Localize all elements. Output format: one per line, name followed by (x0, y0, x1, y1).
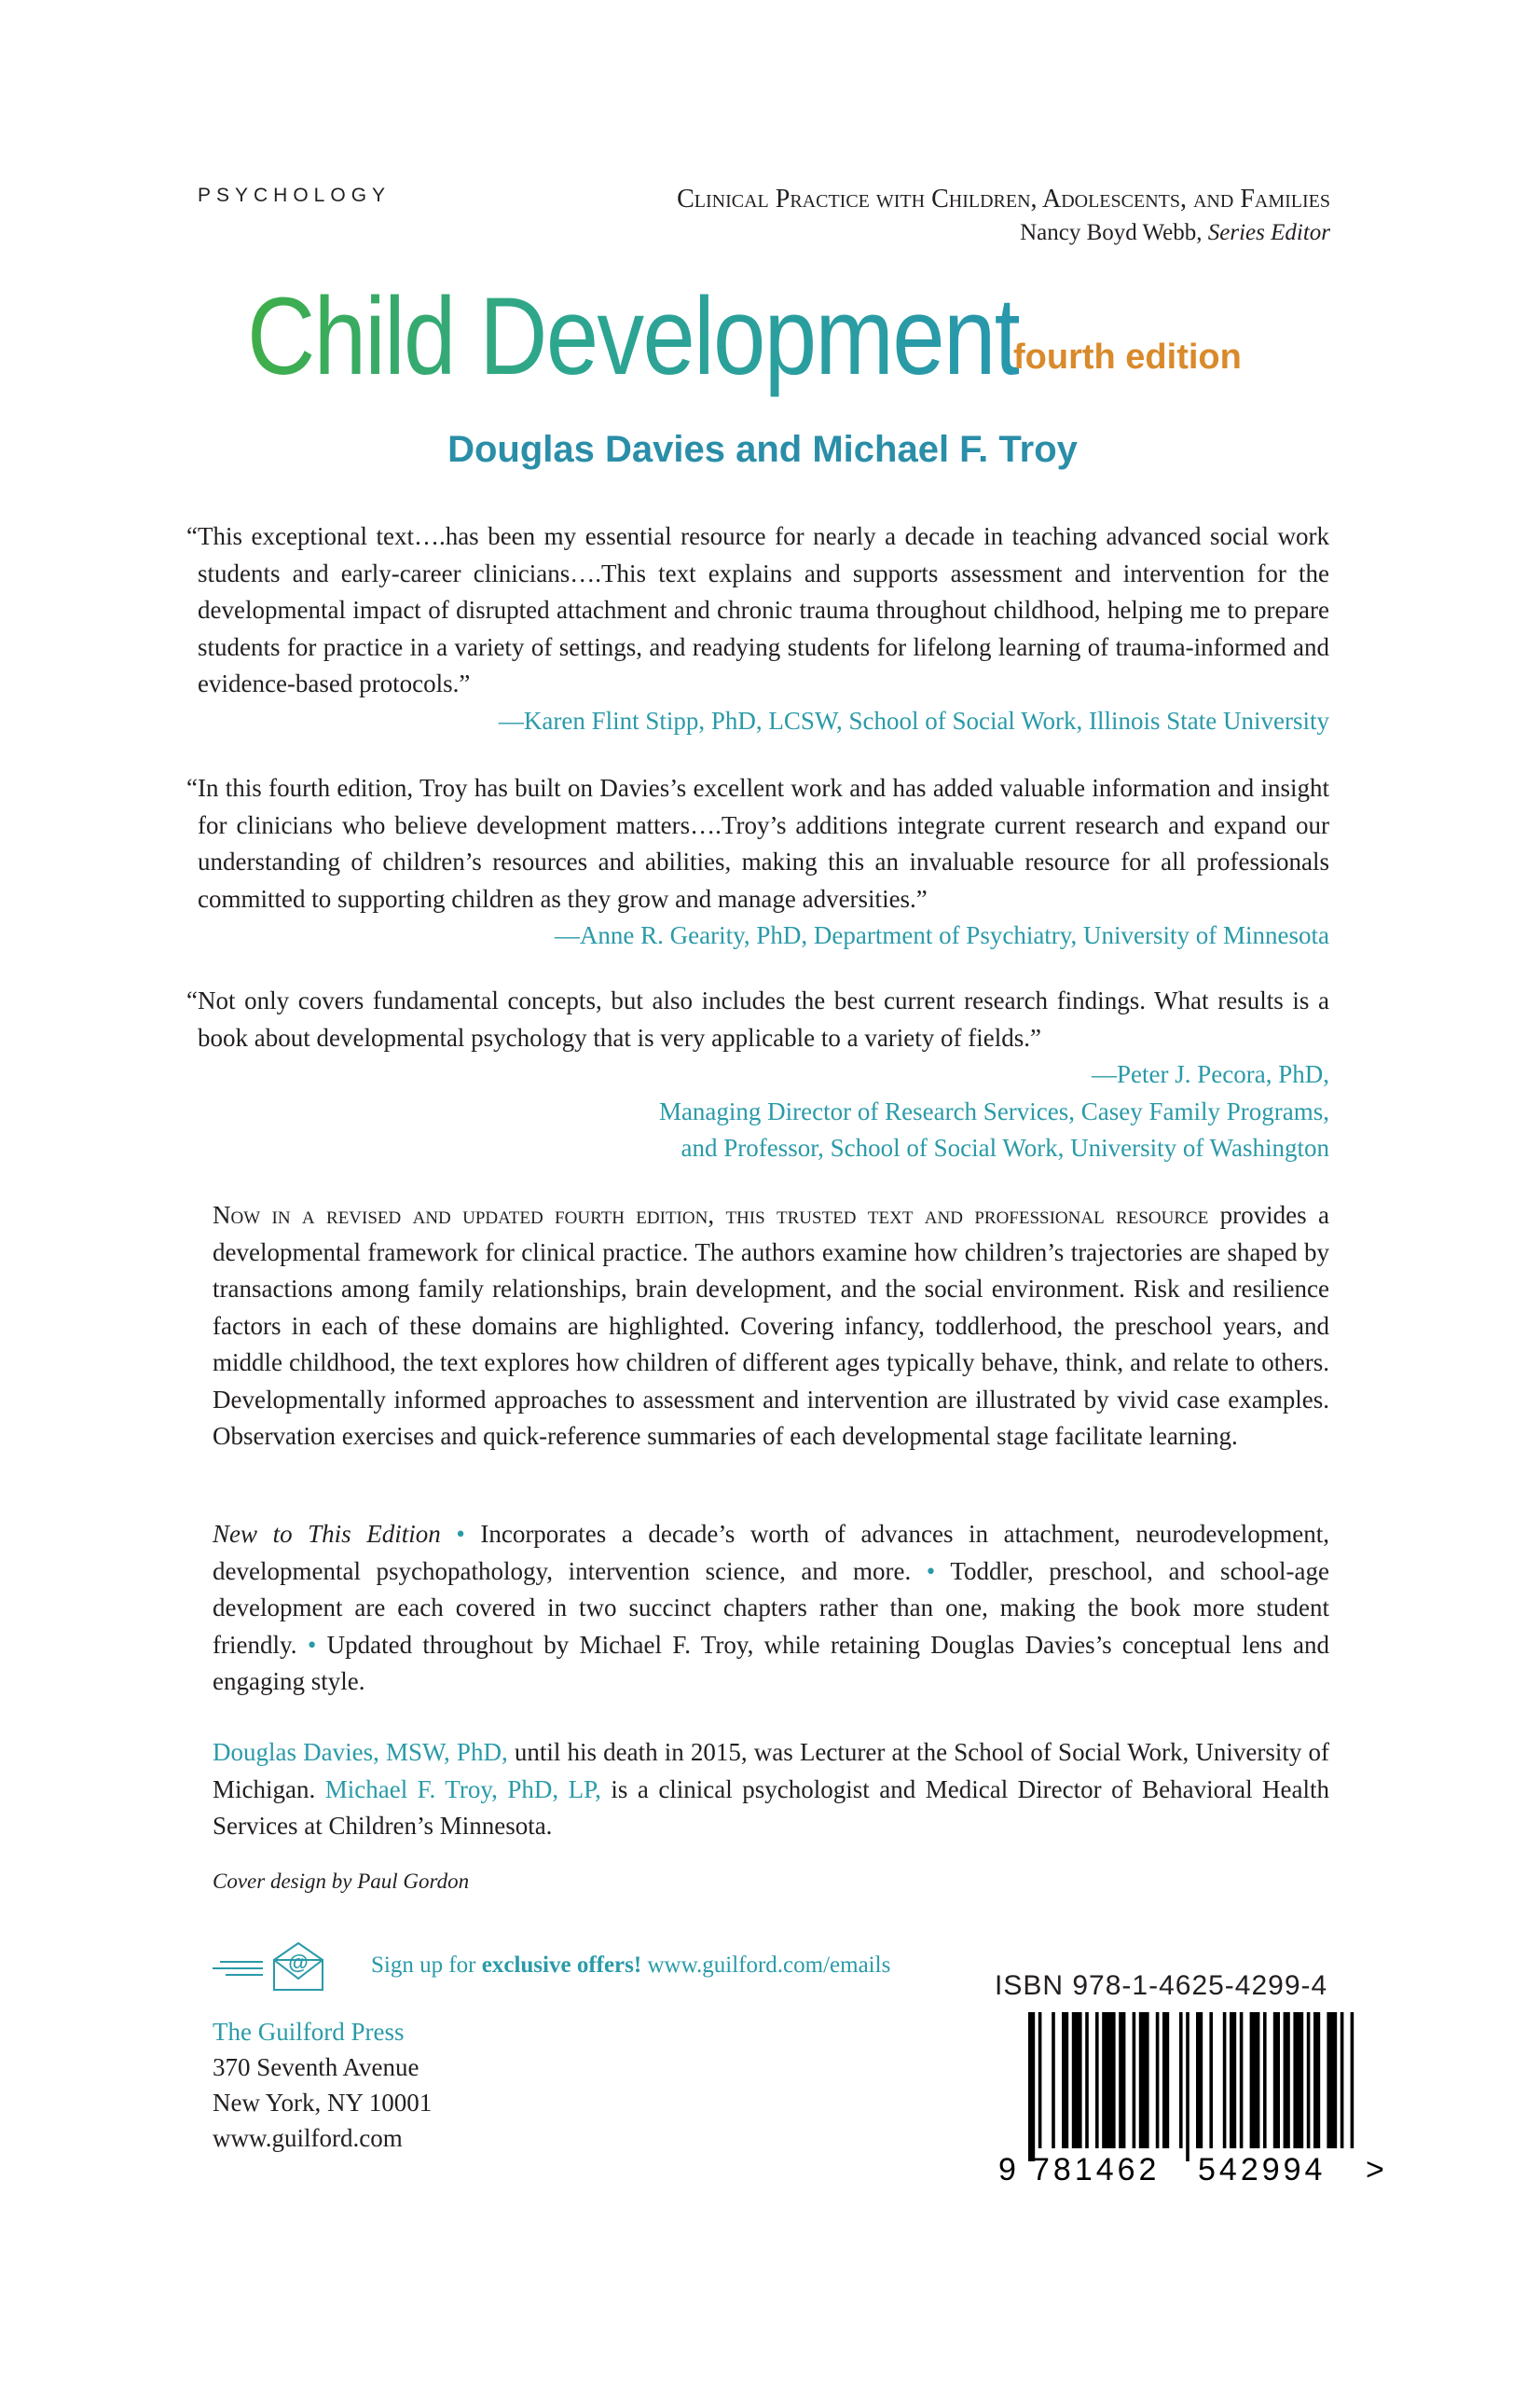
quote-attribution-line: Managing Director of Research Services, Casey Family Programs, (658, 1097, 1329, 1125)
publisher-website[interactable]: www.guilford.com (213, 2124, 403, 2152)
series-editor (677, 216, 1330, 250)
signup-offer: exclusive offers! (481, 1952, 642, 1978)
series-editor-role: Series Editor (1207, 220, 1330, 245)
author1-bio: until his death in 2015, was Lecturer at the School of Social Work, University of Michigan. (213, 1738, 1330, 1803)
new-edition-label: New to This Edition (213, 1520, 441, 1548)
svg-text:@: @ (288, 1951, 309, 1974)
barcode-bar (1162, 2012, 1169, 2148)
barcode-bar (1250, 2012, 1260, 2148)
signup-text (371, 1952, 890, 1979)
endorsement-quote (186, 770, 1329, 955)
new-edition-features (213, 1516, 1329, 1701)
barcode-bar (1313, 2012, 1320, 2148)
publisher-info (213, 2014, 432, 2156)
barcode-bar (1284, 2012, 1290, 2148)
series-name: Clinical Practice with Children, Adolescents, and Families (677, 185, 1330, 214)
quote-text: “Not only covers fundamental concepts, but also includes the best current research findings. What results is a book about developmental psychology that is very applicable to a variety of fields.” (186, 987, 1329, 1052)
signup-url[interactable]: www.guilford.com/emails (647, 1952, 891, 1978)
barcode-bar (1095, 2012, 1099, 2148)
barcode (995, 2012, 1396, 2189)
feature-item: Updated throughout by Michael F. Troy, while retaining Douglas Davies’s conceptual lens and engaging style. (213, 1630, 1330, 1695)
barcode-bar (1179, 2012, 1183, 2148)
book-description (213, 1197, 1329, 1456)
publisher-address2: New York, NY 10001 (213, 2089, 433, 2117)
cover-credit: Cover design by Paul Gordon (213, 1870, 470, 1893)
barcode-digits-group2: 542994 (1198, 2152, 1327, 2187)
barcode-bar (1052, 2012, 1055, 2148)
quote-text: “In this fourth edition, Troy has built on Davies’s excellent work and has added valuable information and insight for clinicians who believe development matters….Troy’s additions integrate current research and expand our understanding of children’s resources and abilities, making this an invaluable resource for all professionals committed to supporting children as they grow and manage adversities.” (186, 774, 1329, 913)
barcode-bar (1223, 2012, 1227, 2148)
barcode-bar (1085, 2012, 1089, 2148)
endorsement-quote (186, 983, 1329, 1167)
barcode-bar (1263, 2012, 1267, 2148)
author-bios (213, 1734, 1329, 1845)
endorsement-quote (186, 518, 1329, 739)
quote-text: “This exceptional text….has been my essential resource for nearly a decade in teaching advanced social work students and early-career clinicians….This text explains and supports assessment and intervention for the developmental impact of disrupted attachment and chronic trauma throughout childhood, helping me to prepare students for practice in a variety of settings, and readying students for lifelong learning of trauma-informed and evidence-based protocols.” (186, 522, 1329, 697)
quote-attribution: —Anne R. Gearity, PhD, Department of Psychiatry, University of Minnesota (554, 921, 1329, 949)
barcode-bar (1240, 2012, 1244, 2148)
barcode-bar (1186, 2012, 1189, 2161)
barcode-bar (1307, 2012, 1311, 2148)
publisher-name: The Guilford Press (213, 2018, 405, 2046)
barcode-bar (1341, 2012, 1344, 2148)
series-editor-name: Nancy Boyd Webb, (1020, 220, 1203, 245)
barcode-bar (1102, 2012, 1115, 2148)
barcode-bar (1209, 2012, 1213, 2148)
quote-attribution-line: —Peter J. Pecora, PhD, (1092, 1060, 1329, 1088)
isbn-label: ISBN 978-1-4625-4299-4 (995, 1970, 1328, 2001)
barcode-bar (1230, 2012, 1236, 2148)
bullet: • (926, 1556, 936, 1585)
barcode-arrow: > (1366, 2152, 1384, 2187)
barcode-bar (1038, 2012, 1042, 2148)
barcode-digits-group1: 781462 (1032, 2152, 1161, 2187)
barcode-bar (1327, 2012, 1337, 2148)
barcode-bar (1156, 2012, 1160, 2148)
category-label: PSYCHOLOGY (198, 185, 392, 206)
barcode-bar (1273, 2012, 1280, 2148)
signup-banner (207, 1938, 890, 1994)
publisher-address1: 370 Seventh Avenue (213, 2053, 419, 2081)
barcode-bar (1072, 2012, 1082, 2148)
feature-item: Toddler, preschool, and school-age development are each covered in two succinct chapters rather than one, making the book more student friendly. (213, 1556, 1330, 1659)
bullet: • (307, 1630, 317, 1659)
author2-bio: is a clinical psychologist and Medical Director of Behavioral Health Services at Children’s Minnesota. (213, 1774, 1330, 1840)
barcode-bar (1196, 2012, 1203, 2148)
quote-attribution-line: and Professor, School of Social Work, University of Washington (681, 1134, 1329, 1162)
barcode-bar (1139, 2012, 1149, 2148)
edition-label: fourth edition (1013, 338, 1242, 377)
book-authors (0, 429, 1540, 471)
quote-attribution: —Karen Flint Stipp, PhD, LCSW, School of Social Work, Illinois State University (498, 706, 1329, 735)
barcode-bar (1293, 2012, 1303, 2148)
feature-item: Incorporates a decade’s worth of advances in attachment, neurodevelopment, developmental psychopathology, intervention science, and more. (213, 1520, 1330, 1585)
barcode-bar (1028, 2012, 1035, 2161)
author2-name: Michael F. Troy, PhD, LP, (324, 1774, 601, 1803)
barcode-bar (1133, 2012, 1136, 2148)
bullet: • (456, 1520, 465, 1548)
signup-pre: Sign up for (371, 1952, 476, 1978)
series-info (677, 183, 1330, 250)
authors-text: Douglas Davies and Michael F. Troy (447, 429, 1078, 470)
author1-name: Douglas Davies, MSW, PhD, (213, 1738, 508, 1766)
barcode-bar (1062, 2012, 1068, 2148)
barcode-bar (1351, 2012, 1354, 2148)
description-lead: Now in a revised and updated fourth edition, this trusted text and professional resource (213, 1201, 1209, 1229)
barcode-bar (1119, 2012, 1125, 2148)
description-body: provides a developmental framework for clinical practice. The authors examine how children’s trajectories are shaped by transactions among family relationships, brain development, and the social environment. Risk and resilience factors in each of these domains are highlighted. Covering infancy, toddlerhood, the preschool years, and middle childhood, the text explores how children of different ages typically behave, think, and relate to others. Developmentally informed approaches to assessment and intervention are illustrated by vivid case examples. Observation exercises and quick-reference summaries of each developmental stage facilitate learning. (213, 1201, 1330, 1450)
barcode-digit-first: 9 (998, 2152, 1016, 2187)
book-title: Child Development (247, 275, 1020, 398)
email-at-icon (207, 1938, 356, 1994)
